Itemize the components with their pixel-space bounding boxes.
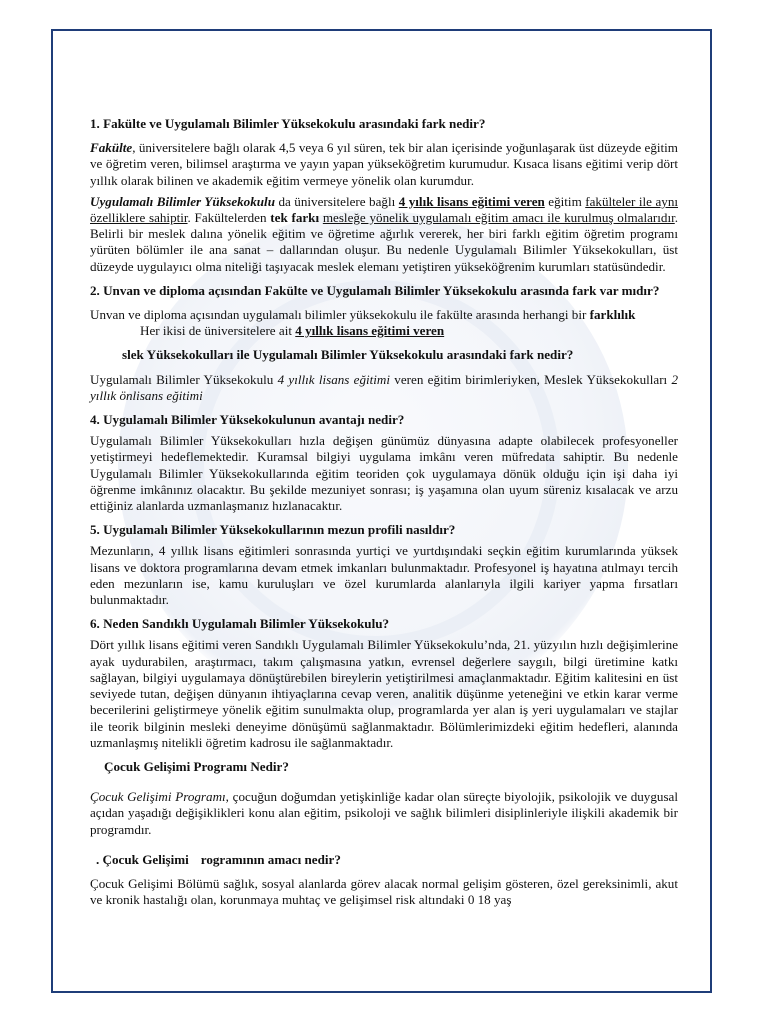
q1-p1-text: , üniversitelere bağlı olarak 4,5 veya 6 yıl süren, tek bir alan içerisinde yoğunlaşarak üst düzeyde eğitim ve öğretim veren, bilimsel araştırma ve yayın yapan yükseköğretim kurumudur. Kısaca lisans eğitimi verip dört yıllık olarak bilinen ve akademik eğitim vermeye yönelik olan kurumdur.: [90, 140, 678, 188]
q1-p2-a: da üniversitelere bağlı: [274, 193, 399, 209]
q1-p2-underline-3: mesleğe yönelik uygulamalı eğitim amacı ile kurulmuş olmalarıdır: [322, 210, 675, 226]
q1-p2-term: Uygulamalı Bilimler Yüksekokulu: [90, 193, 275, 209]
q1-p2-underline-2: fakülteler ile aynı özelliklere sahiptir: [90, 193, 679, 226]
q7-text: , çocuğun doğumdan yetişkinliğe kadar olan süreçte biyolojik, psikolojik ve duygusal açıdan yaşadığı değişiklikleri konu alan eğitim, psikoloji ve sağlık bilimleri disiplinleriyle ilişkili akademik bir programdır.: [90, 789, 678, 837]
q2-b-underline: 4 yıllık lisans eğitimi veren: [295, 323, 445, 339]
document-body: [90, 116, 678, 908]
q2-a-text: Unvan ve diploma açısından uygulamalı bilimler yüksekokulu ile fakülte arasında herhangi bir: [90, 307, 590, 323]
q3-b: veren eğitim birimleriyken, Meslek Yüksekokulları: [390, 371, 672, 387]
q2-answer-line-2: [90, 323, 678, 339]
q8-title-b: rogramının amacı nedir?: [200, 851, 341, 867]
q6-heading: 6. Neden Sandıklı Uygulamalı Bilimler Yüksekokulu?: [90, 616, 390, 632]
q6-answer: Dört yıllık lisans eğitimi veren Sandıklı Uygulamalı Bilimler Yüksekokulu’nda, 21. yüzyılın hızlı değişimlerine ayak uydurabilen, araştırmacı, takım çalışmasına yatkın, evrensel değerlere saygılı, bilgi üretimine katkı sağlayan, bilgiyi uygulamaya dönüştürebilen bireylerin yetiştirilmesi amaçlanmaktadır. Eğitim kalitesini en üst seviyede tutan, değişen dünyanın ihtiyaçlarına cevap veren, analitik düşünme yeteneğini ve etkin karar verme becerilerini geliştirmeye yönelik eğitim sunulmakta olup, programlarda yer alan iş yeri uygulamaları ve stajlar ile teorik bilginin mesleki deneyime dönüşümü sağlanmaktadır. Bölümlerimizdeki eğitim hedefleri, alanında uzmanlaşmış nitelikli öğretim kadrosu ile sağlanmaktadır.: [90, 637, 678, 750]
q3-b-italic: 2 yıllık önlisans eğitimi: [90, 371, 679, 403]
q3-a: Uygulamalı Bilimler Yüksekokulu: [90, 371, 278, 387]
q8-heading: [90, 852, 678, 868]
q4-answer: Uygulamalı Bilimler Yüksekokulları hızla değişen günümüz dünyasına adapte olabilecek profesyoneller yetiştirmeyi hedeflemektedir. Kuramsal bilgiyi uygulama imkânı veren müfredata sahiptir. Bu nedenle Uygulamalı Bilimler Yüksekokullarında eğitim teoriden çok uygulamaya dönük olduğu için işi daha iyi öğrenme imkânınız olacaktır. Bu şekilde mezuniyet sonrası; iş yaşamına olan uyum süreniz kısalacak ve arzu ettiğiniz alanlarda uzmanlaşmanız hızlanacaktır.: [90, 433, 678, 514]
q3-answer: [90, 372, 678, 404]
q1-term: Fakülte: [90, 140, 133, 156]
q7-heading: Çocuk Gelişimi Programı Nedir?: [104, 758, 289, 774]
q4-heading: 4. Uygulamalı Bilimler Yüksekokulunun avantajı nedir?: [90, 412, 405, 428]
q3-a-italic: 4 yıllık lisans eğitimi: [277, 371, 391, 387]
q5-heading: 5. Uygulamalı Bilimler Yüksekokullarının mezun profili nasıldır?: [90, 522, 456, 538]
q7-answer: [90, 789, 678, 838]
q8-answer: Çocuk Gelişimi Bölümü sağlık, sosyal alanlarda görev alacak normal gelişim gösteren, özel gereksinimli, akut ve kronik hastalığı olan, korunmaya muhtaç ve gelişimsel risk altındaki 0 18 yaş: [90, 875, 678, 908]
q1-p2-e: . Belirli bir meslek dalına yönelik eğitim ve öğretime ağırlık vererek, her biri farklı eğitim öğretim programı yürüten bölümler ile ana sanat – dallarından oluşur. Bu nedenle Uygulamalı Bilimler Yüksekokulları, üst düzeyde uygulayıcı olma niteliği taşıyacak meslek elemanı yetiştiren yükseköğrenim kurumları statüsündedir.: [90, 210, 679, 274]
q7-term: Çocuk Gelişimi Programı: [90, 789, 226, 805]
q5-answer: Mezunların, 4 yıllık lisans eğitimleri sonrasında yurtiçi ve yurtdışındaki seçkin eğitim kurumlarında yüksek lisans ve doktora programlarına devam etmek imkanları bulunmaktadır. Profesyonel iş hayatına atılmayı tercih eden mezunların ise, kamu kuruluşları ve özel kurumlarda alanlarıyla ilgili kariyer yapma fırsatları bulunmaktadır.: [90, 543, 678, 608]
q1-p2-underline-1: 4 yılık lisans eğitimi veren: [398, 193, 545, 209]
q1-paragraph-2: [90, 194, 678, 275]
q1-paragraph-1: [90, 140, 678, 189]
q1-heading: 1. Fakülte ve Uygulamalı Bilimler Yüksekokulu arasındaki fark nedir?: [90, 116, 486, 131]
q2-b-text: Her ikisi de üniversitelere ait: [140, 323, 296, 339]
q1-p2-b: eğitim: [544, 193, 586, 209]
q2-heading: 2. Unvan ve diploma açısından Fakülte ve Uygulamalı Bilimler Yüksekokulu arasında fark var mıdır?: [90, 282, 660, 298]
q8-title-a: . Çocuk Gelişimi: [96, 851, 189, 867]
q2-answer-line-1: [90, 307, 678, 323]
q1-p2-bold: tek farkı: [270, 210, 320, 226]
q1-p2-c: . Fakültelerden: [187, 210, 271, 226]
q2-a-bold: farklılık: [589, 307, 636, 323]
q3-heading: slek Yüksekokulları ile Uygulamalı Bilimler Yüksekokulu arasındaki fark nedir?: [122, 347, 574, 363]
